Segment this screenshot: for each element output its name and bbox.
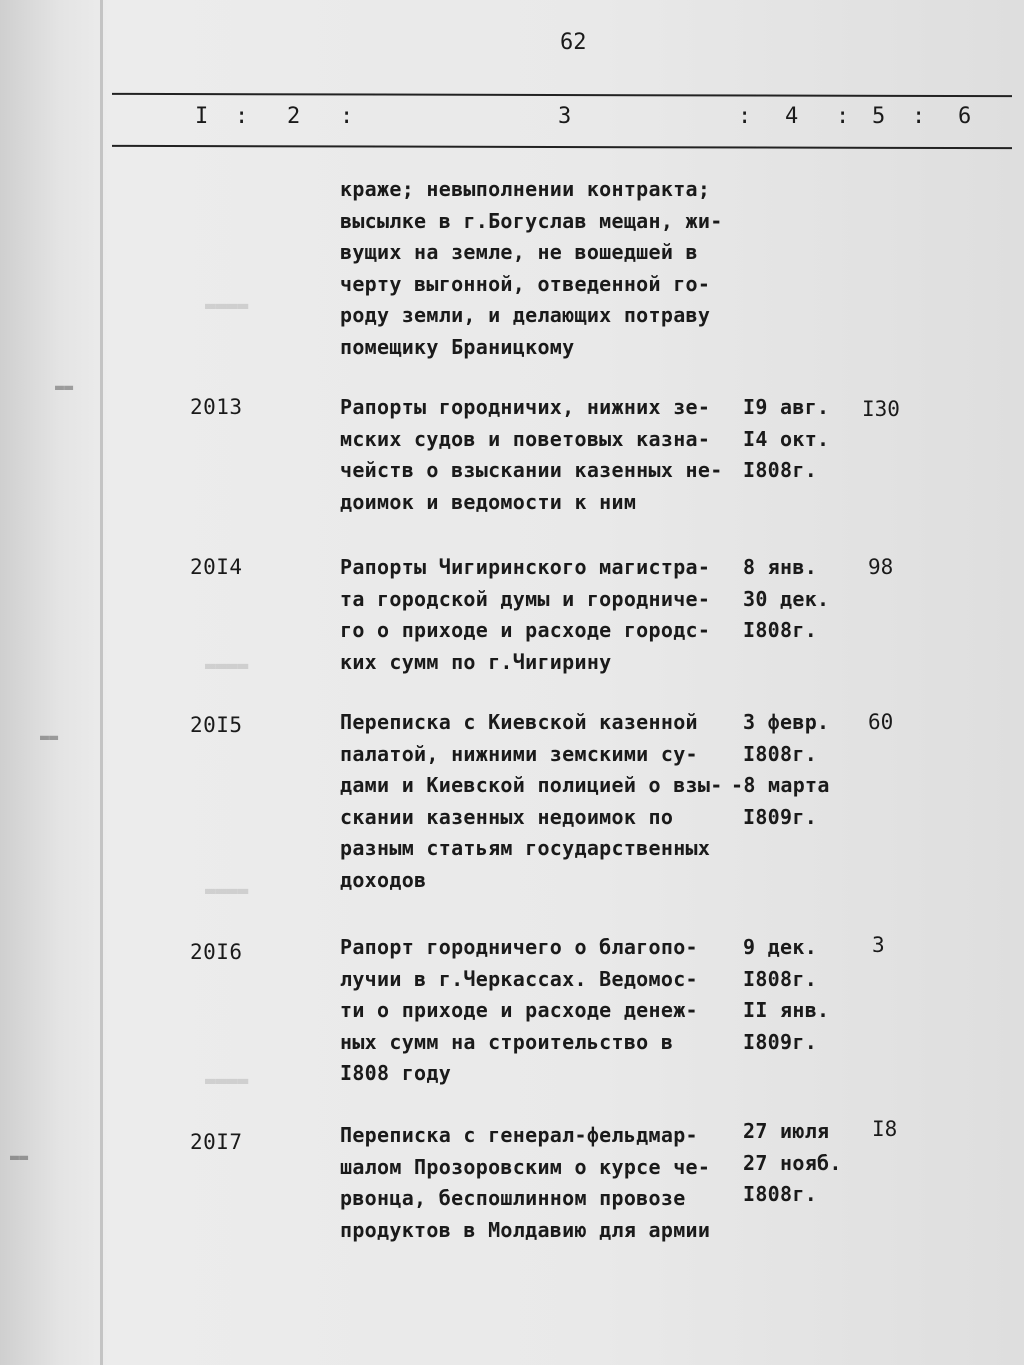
date-line: 3 февр.: [743, 710, 830, 734]
description-line: черту выгонной, отведенной го-: [340, 271, 711, 296]
date-line: -8 марта: [731, 773, 830, 797]
description-line: высылке в г.Богуслав мещан, жи-: [340, 208, 723, 233]
entry-sheet-count: 60: [868, 710, 894, 734]
description-line: лучии в г.Черкассах. Ведомос-: [340, 966, 698, 991]
entry-number: 2013: [190, 395, 243, 419]
description-line: Рапорты Чигиринского магистра-: [340, 555, 711, 579]
description-line: Переписка с генерал-фельдмар-: [340, 1123, 698, 1147]
description-line: доходов: [340, 867, 427, 892]
description-line: дами и Киевской полицией о взы-: [340, 773, 723, 797]
date-line: I809г.: [743, 1029, 818, 1054]
description-line: палатой, нижними земскими су-: [340, 741, 698, 766]
margin-mark: ▬▬: [55, 380, 74, 398]
header-rule-bottom: [112, 145, 1012, 149]
header-separator: :: [836, 104, 850, 129]
description-line: ных сумм на строительство в: [340, 1029, 674, 1054]
header-separator: :: [235, 104, 249, 129]
description-line: продуктов в Молдавию для армии: [340, 1217, 711, 1242]
date-line: I808г.: [743, 966, 818, 991]
date-line: I808г.: [743, 1182, 818, 1206]
description-line: го о приходе и расходе городс-: [340, 618, 711, 642]
entry-description: [340, 932, 740, 1090]
date-line: 9 дек.: [743, 935, 818, 959]
date-line: 8 янв.: [743, 555, 818, 579]
date-line: I809г.: [743, 804, 818, 829]
bleed-through: ▬▬▬▬: [205, 295, 249, 316]
entry-number: 20I5: [190, 713, 243, 737]
date-line: I808г.: [743, 618, 818, 642]
entry-description: [340, 1120, 740, 1246]
bleed-through: ▬▬▬▬: [205, 655, 249, 676]
header-col-3: 3: [558, 104, 572, 129]
description-line: I808 году: [340, 1061, 452, 1085]
date-line: I808г.: [743, 741, 818, 766]
margin-mark: ▬▬: [10, 1150, 29, 1168]
description-line: Рапорт городничего о благопо-: [340, 935, 698, 959]
date-line: I4 окт.: [743, 426, 830, 451]
entry-sheet-count: 98: [868, 555, 894, 579]
header-separator: :: [912, 104, 926, 129]
entry-sheet-count: 3: [872, 933, 885, 957]
continuation-description: [340, 174, 740, 363]
description-line: чейств о взыскании казенных не-: [340, 458, 723, 482]
page-binding-edge: [100, 0, 103, 1365]
description-line: ти о приходе и расходе денеж-: [340, 998, 698, 1022]
description-line: шалом Прозоровским о курсе че-: [340, 1154, 711, 1179]
date-line: II янв.: [743, 998, 830, 1022]
entry-dates: [743, 392, 829, 487]
entry-number: 20I4: [190, 555, 243, 579]
description-line: Переписка с Киевской казенной: [340, 710, 698, 734]
header-col-1: I: [195, 104, 209, 129]
entry-sheet-count: I30: [862, 397, 900, 421]
description-line: разным статьям государственных: [340, 836, 711, 860]
date-line: I9 авг.: [743, 395, 830, 419]
description-line: роду земли, и делающих потраву: [340, 303, 711, 327]
header-separator: :: [340, 104, 354, 129]
bleed-through: ▬▬▬▬: [205, 880, 249, 901]
bleed-through: ▬▬▬▬: [205, 1070, 249, 1091]
date-line: 27 июля: [743, 1119, 830, 1143]
date-line: 27 нояб.: [743, 1150, 842, 1175]
description-line: ких сумм по г.Чигирину: [340, 649, 612, 674]
header-col-4: 4: [785, 104, 799, 129]
description-line: мских судов и поветовых казна-: [340, 426, 711, 451]
entry-dates: [743, 932, 829, 1058]
description-line: помещику Браницкому: [340, 334, 575, 359]
header-rule-top: [112, 93, 1012, 97]
entry-description: [340, 392, 740, 518]
margin-mark: ▬▬: [40, 730, 59, 748]
entry-sheet-count: I8: [872, 1117, 898, 1141]
date-line: 30 дек.: [743, 586, 830, 611]
entry-description: [340, 707, 740, 896]
entry-dates: [731, 707, 830, 833]
description-line: та городской думы и городниче-: [340, 586, 711, 611]
header-col-6: 6: [958, 104, 972, 129]
date-line: I808г.: [743, 458, 818, 482]
description-line: вущих на земле, не вошедшей в: [340, 240, 698, 264]
description-line: скании казенных недоимок по: [340, 804, 674, 829]
description-line: рвонца, беспошлинном провозе: [340, 1186, 686, 1210]
entry-dates: [743, 1116, 842, 1211]
header-col-5: 5: [872, 104, 886, 129]
entry-number: 20I6: [190, 940, 243, 964]
header-col-2: 2: [287, 104, 301, 129]
entry-number: 20I7: [190, 1130, 243, 1154]
entry-description: [340, 552, 740, 678]
description-line: доимок и ведомости к ним: [340, 489, 637, 514]
description-line: Рапорты городничих, нижних зе-: [340, 395, 711, 419]
page-number: 62: [560, 30, 587, 55]
header-separator: :: [738, 104, 752, 129]
entry-dates: [743, 552, 829, 647]
description-line: краже; невыполнении контракта;: [340, 177, 711, 201]
